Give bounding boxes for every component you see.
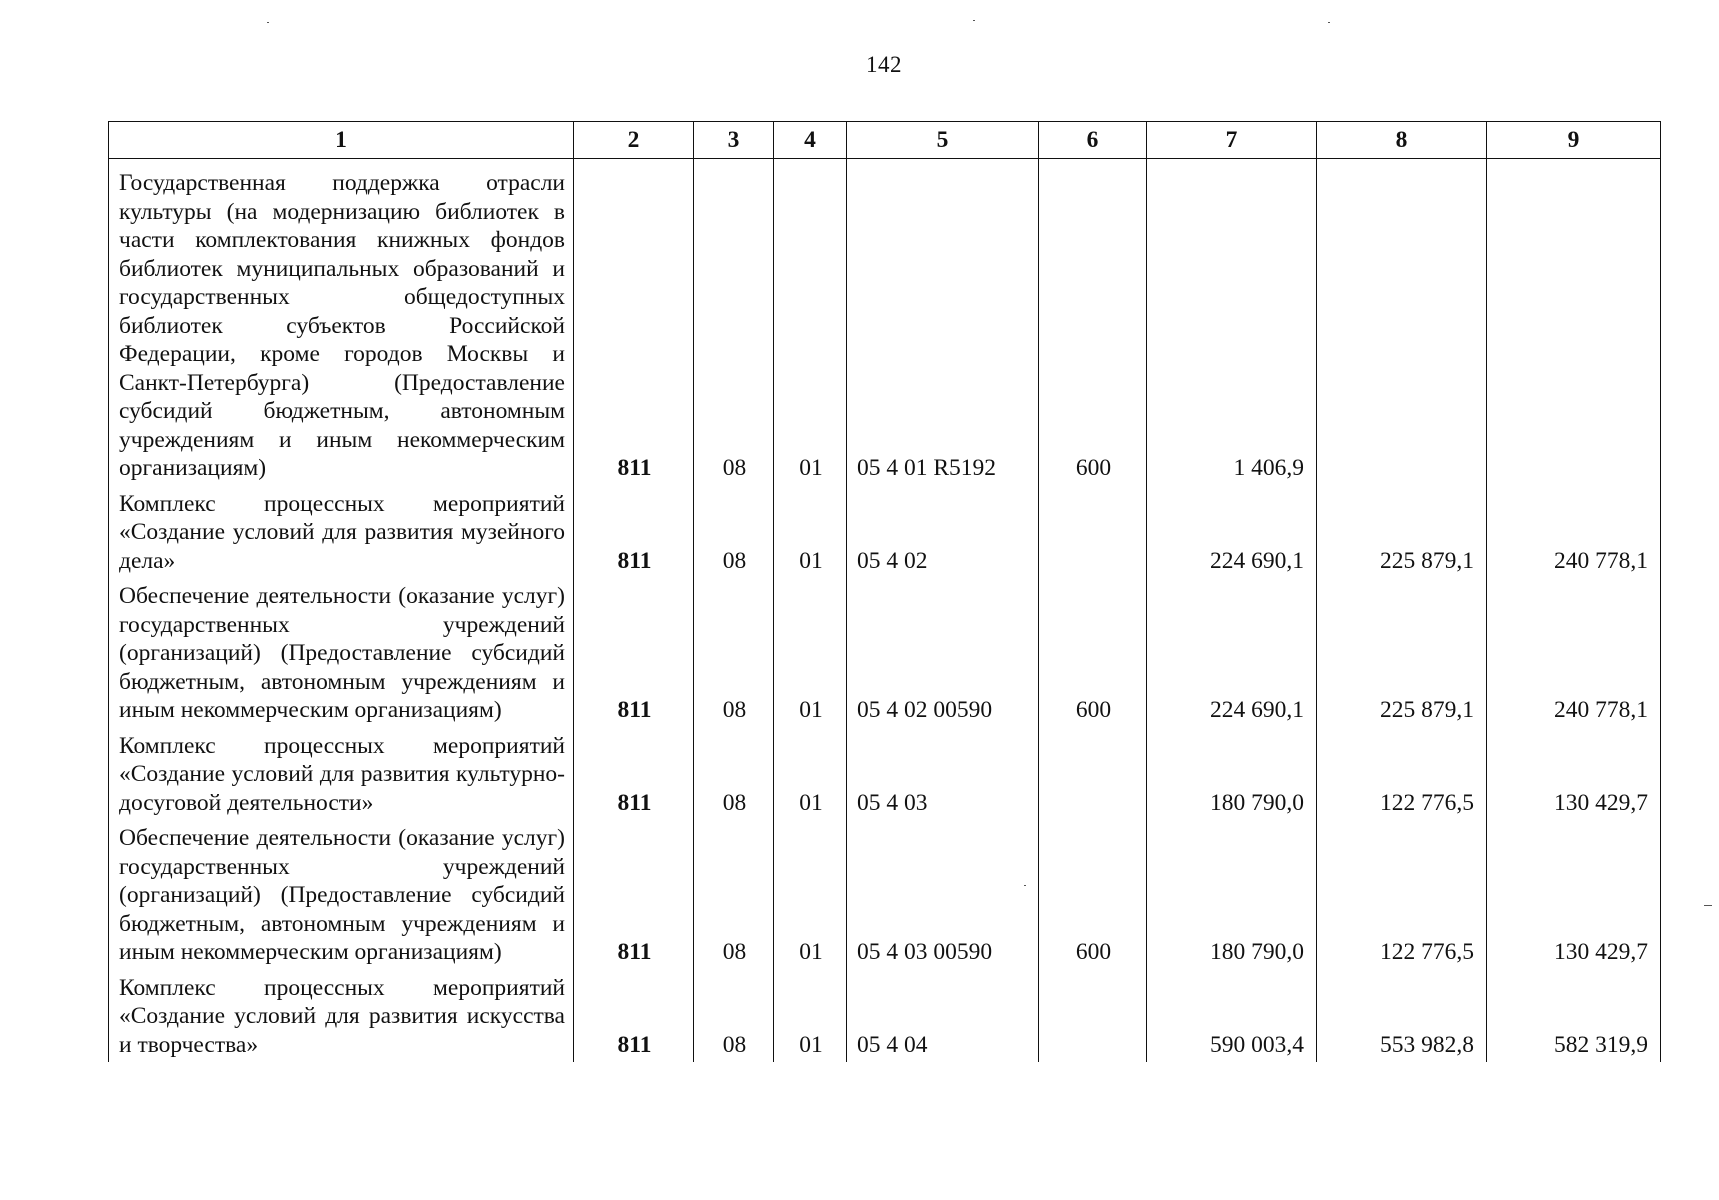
scan-speck [1328,22,1330,23]
subsection-code-cell: 01 [774,578,847,728]
table-row [109,728,1661,821]
table-row [109,820,1661,970]
amount-col7-cell: 224 690,1 [1147,486,1317,579]
table-row [109,159,1661,486]
amount-col8-cell: 553 982,8 [1317,970,1487,1063]
ministry-code-cell: 811 [574,578,694,728]
amount-col9-cell [1487,159,1661,486]
amount-col7-cell: 590 003,4 [1147,970,1317,1063]
target-article-cell: 05 4 03 [847,728,1039,821]
expense-type-cell [1039,486,1147,579]
ministry-code-cell: 811 [574,820,694,970]
row-name-cell: Государственная поддержка отрасли культуры (на модернизацию библиотек в части комплектования книжных фондов библиотек муниципальных образований и государственных общедоступных библиотек субъектов Российской Федерации, кроме городов Москвы и Санкт-Петербурга) (Предоставление субсидий бюджетным, автономным учреждениям и иным некоммерческим организациям) [109,159,574,486]
table-row [109,578,1661,728]
amount-col9-cell: 582 319,9 [1487,970,1661,1063]
row-name-cell: Обеспечение деятельности (оказание услуг) государственных учреждений (организаций) (Предоставление субсидий бюджетным, автономным учреждениям и иным некоммерческим организациям) [109,820,574,970]
section-code-cell: 08 [694,970,774,1063]
column-header: 1 [109,122,574,159]
table-row [109,486,1661,579]
row-name-cell: Обеспечение деятельности (оказание услуг) государственных учреждений (организаций) (Предоставление субсидий бюджетным, автономным учреждениям и иным некоммерческим организациям) [109,578,574,728]
page-number: 142 [866,52,902,77]
budget-table [108,121,1661,1062]
scan-speck [267,22,269,23]
amount-col8-cell [1317,159,1487,486]
amount-col7-cell: 180 790,0 [1147,728,1317,821]
target-article-cell: 05 4 04 [847,970,1039,1063]
subsection-code-cell: 01 [774,728,847,821]
target-article-cell: 05 4 02 [847,486,1039,579]
ministry-code-cell: 811 [574,486,694,579]
amount-col7-cell: 180 790,0 [1147,820,1317,970]
target-article-cell: 05 4 02 00590 [847,578,1039,728]
amount-col8-cell: 122 776,5 [1317,820,1487,970]
subsection-code-cell: 01 [774,970,847,1063]
section-code-cell: 08 [694,728,774,821]
expense-type-cell [1039,728,1147,821]
column-number-header-row [109,122,1661,159]
row-name-cell: Комплекс процессных мероприятий «Создание условий для развития культурно-досуговой деятельности» [109,728,574,821]
subsection-code-cell: 01 [774,486,847,579]
ministry-code-cell: 811 [574,728,694,821]
expense-type-cell: 600 [1039,159,1147,486]
amount-col7-cell: 224 690,1 [1147,578,1317,728]
column-header: 5 [847,122,1039,159]
amount-col9-cell: 240 778,1 [1487,578,1661,728]
target-article-cell: 05 4 01 R5192 [847,159,1039,486]
row-name-cell: Комплекс процессных мероприятий «Создание условий для развития музейного дела» [109,486,574,579]
subsection-code-cell: 01 [774,159,847,486]
column-header: 7 [1147,122,1317,159]
amount-col9-cell: 130 429,7 [1487,728,1661,821]
row-name-cell: Комплекс процессных мероприятий «Создание условий для развития искусства и творчества» [109,970,574,1063]
target-article-cell: 05 4 03 00590 [847,820,1039,970]
expense-type-cell: 600 [1039,578,1147,728]
ministry-code-cell: 811 [574,159,694,486]
column-header: 8 [1317,122,1487,159]
amount-col9-cell: 240 778,1 [1487,486,1661,579]
column-header: 6 [1039,122,1147,159]
column-header: 4 [774,122,847,159]
amount-col8-cell: 122 776,5 [1317,728,1487,821]
section-code-cell: 08 [694,578,774,728]
section-code-cell: 08 [694,159,774,486]
column-header: 9 [1487,122,1661,159]
ministry-code-cell: 811 [574,970,694,1063]
amount-col9-cell: 130 429,7 [1487,820,1661,970]
amount-col8-cell: 225 879,1 [1317,578,1487,728]
column-header: 3 [694,122,774,159]
section-code-cell: 08 [694,486,774,579]
section-code-cell: 08 [694,820,774,970]
scan-speck [973,20,975,21]
expense-type-cell: 600 [1039,820,1147,970]
column-header: 2 [574,122,694,159]
expense-type-cell [1039,970,1147,1063]
subsection-code-cell: 01 [774,820,847,970]
scan-speck [1704,905,1712,906]
table-row [109,970,1661,1063]
amount-col7-cell: 1 406,9 [1147,159,1317,486]
amount-col8-cell: 225 879,1 [1317,486,1487,579]
